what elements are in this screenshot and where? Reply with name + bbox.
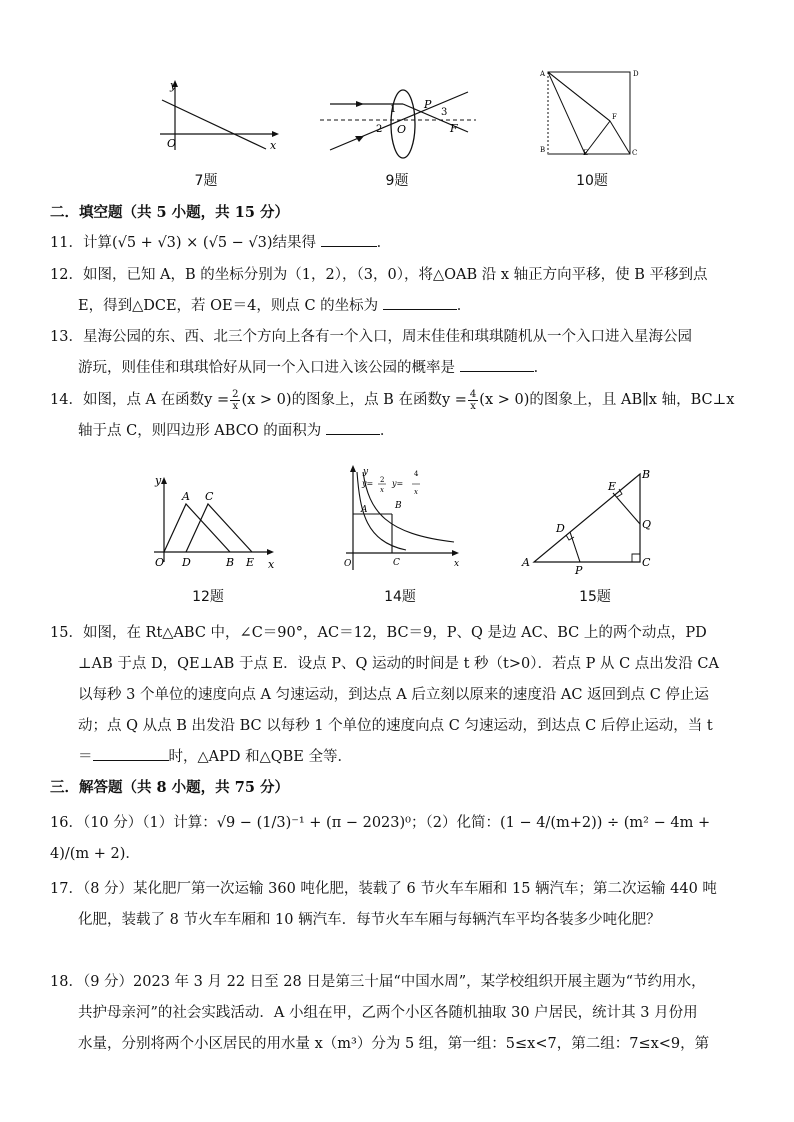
point-F-label: F [612, 113, 617, 121]
segment-PD [570, 532, 580, 562]
point-E-label: E [583, 149, 589, 156]
point-D-label: D [556, 522, 565, 535]
section-2-title: 二．填空题（共 5 小题，共 15 分） [50, 204, 289, 221]
q14-text-c: 的图象上，且 AB∥x 轴，BC⊥x [529, 392, 735, 408]
x-label: x [270, 139, 277, 152]
section-3-title: 三．解答题（共 8 小题，共 75 分） [50, 779, 289, 796]
q14-blank[interactable] [326, 418, 380, 435]
right-angle-C [632, 554, 640, 562]
caption-12: 12题 [192, 589, 224, 605]
refracted-ray-1 [403, 104, 468, 132]
point-F-label: F [450, 122, 458, 135]
q15-line5-b: 时，△APD 和△QBE 全等． [168, 749, 353, 765]
figure-10 [538, 64, 642, 156]
point-C-label: C [642, 556, 651, 569]
x-axis-arrow [272, 131, 279, 137]
triangle-ABC [534, 474, 640, 562]
q11-blank[interactable] [321, 230, 377, 247]
origin-label: O [167, 137, 177, 150]
point-B-label: B [395, 501, 402, 511]
question-14 [50, 385, 750, 447]
point-P-label: P [424, 98, 432, 111]
figure-15 [518, 464, 658, 574]
segment-EF [585, 121, 610, 154]
q13-line1: 星海公园的东、西、北三个方向上各有一个入口，周末佳佳和琪琪随机从一个入口进入星海公园 [82, 329, 692, 345]
figure-12 [140, 474, 280, 574]
q13-end: ． [533, 360, 549, 376]
point-Q-label: Q [642, 518, 652, 531]
angle-1-label: 1 [390, 104, 397, 115]
point-A-label: A [522, 556, 530, 569]
q15-line2: ⊥AB 于点 D，QE⊥AB 于点 E．设点 P、Q 运动的时间是 t 秒（t>0）．若点 P 从 C 点出发沿 CA [78, 656, 719, 672]
ray-2 [330, 92, 468, 150]
q15-number: 15． [50, 625, 83, 641]
point-C-label: C [393, 558, 400, 568]
point-A-label: A [361, 505, 368, 515]
arrow-1 [356, 101, 364, 107]
q13-line2: 游玩，则佳佳和琪琪恰好从同一个入口进入该公园的概率是 [78, 360, 455, 376]
q16-number: 16． [50, 815, 83, 831]
q12-line1: 如图，已知 A，B 的坐标分别为（1，2），（3，0），将△OAB 沿 x 轴正方向平移，使 B 平移到点 [82, 267, 708, 283]
q14-end: ． [379, 423, 395, 439]
eq1-lhs: y= [362, 479, 374, 488]
q15-blank[interactable] [93, 744, 169, 761]
q13-blank[interactable] [460, 355, 534, 372]
point-O-label: O [397, 123, 407, 136]
segment-QE [613, 493, 640, 524]
point-C-label: C [205, 490, 214, 503]
point-O-label: O [155, 556, 165, 569]
point-D-label: D [633, 70, 639, 78]
eq1-den: x [380, 486, 384, 494]
eq2-lhs: y= [392, 479, 404, 488]
q15-line5-a: ＝ [78, 749, 93, 765]
point-E-label: E [608, 480, 617, 493]
q12-end: ． [456, 298, 472, 314]
square-ABCD [548, 72, 630, 154]
point-B-label: B [226, 556, 235, 569]
caption-7: 7题 [194, 173, 218, 189]
q15-line4: 动；点 Q 从点 B 出发沿 BC 以每秒 1 个单位的速度向点 C 匀速运动，到达点 C 后停止运动，当 t [78, 718, 713, 734]
point-B-label: B [540, 146, 546, 154]
eq2-num: 4 [414, 470, 419, 478]
q14-fraction-2: $\frac{4}{x}$ [469, 388, 477, 412]
question-16 [50, 808, 750, 870]
eq2-den: x [414, 488, 418, 496]
q18-number: 18． [50, 974, 83, 990]
q18-line2: 共护母亲河”的社会实践活动．A 小组在甲，乙两个小区各随机抽取 30 户居民，统计其 3 月份用 [78, 1005, 698, 1021]
point-E-label: E [246, 556, 255, 569]
figure-7 [150, 78, 290, 158]
y-label: y [155, 474, 162, 487]
figure-9 [318, 86, 478, 160]
triangle-DCE [186, 504, 252, 552]
point-D-label: D [182, 556, 191, 569]
q12-blank[interactable] [383, 293, 457, 310]
q14-f2-lhs: y = [441, 392, 467, 408]
q13-number: 13． [50, 329, 83, 345]
angle-3-label: 3 [441, 107, 448, 118]
x-label: x [454, 559, 460, 569]
point-A-label: A [182, 490, 190, 503]
q14-f2-domain: (x > 0) [479, 392, 530, 408]
question-17 [50, 874, 750, 936]
point-O-label: O [344, 559, 352, 569]
q17-line1: （8 分）某化肥厂第一次运输 360 吨化肥，装载了 6 节火车车厢和 15 辆汽车；第二次运输 440 吨 [82, 881, 717, 897]
angle-2-label: 2 [376, 124, 383, 135]
point-B-label: B [642, 468, 651, 481]
segment-AE [548, 72, 585, 154]
question-12 [50, 260, 750, 322]
q11-end: ． [376, 235, 392, 251]
q12-line2: E，得到△DCE，若 OE＝4，则点 C 的坐标为 [78, 298, 379, 314]
q14-line2: 轴于点 C，则四边形 ABCO 的面积为 [78, 423, 322, 439]
q14-f1-domain: (x > 0) [241, 392, 292, 408]
point-A-label: A [540, 70, 546, 78]
q16-text: （10 分）（1）计算：√9 − (1/3)⁻¹ + (π − 2023)⁰；（2）化简：(1 − 4/(m+2)) ÷ (m² − 4m + 4)/(m + 2)． [50, 815, 711, 862]
q11-number: 11． [50, 235, 83, 251]
q14-text-a: 如图，点 A 在函数 [82, 392, 205, 408]
caption-15: 15题 [579, 589, 611, 605]
q11-text: 计算(√5 + √3) × (√5 − √3)结果得 [82, 235, 317, 251]
q14-fraction-1: $\frac{2}{x}$ [232, 388, 239, 412]
y-label: y [363, 467, 369, 477]
caption-9: 9题 [385, 173, 409, 189]
question-15 [50, 618, 750, 773]
caption-10: 10题 [576, 173, 608, 189]
point-C-label: C [632, 149, 638, 156]
q17-line2: 化肥，装载了 8 节火车车厢和 10 辆汽车．每节火车车厢与每辆汽车平均各装多少吨化肥？ [78, 912, 661, 928]
q18-line1: （9 分）2023 年 3 月 22 日至 28 日是第三十届“中国水周”，某学校组织开展主题为“节约用水， [82, 974, 706, 990]
x-label: x [268, 558, 275, 571]
eq1-num: 2 [380, 476, 385, 484]
point-P-label: P [575, 564, 583, 574]
segment-FC [610, 121, 630, 154]
line-graph [162, 100, 266, 149]
q14-number: 14． [50, 392, 83, 408]
question-18 [50, 967, 750, 1060]
caption-14: 14题 [384, 589, 416, 605]
q15-line3: 以每秒 3 个单位的速度向点 A 匀速运动，到达点 A 后立刻以原来的速度沿 AC 返回到点 C 停止运 [78, 687, 709, 703]
q14-f1-lhs: y = [204, 392, 230, 408]
curve-y-4-over-x [363, 472, 454, 542]
q12-number: 12． [50, 267, 83, 283]
question-11 [50, 228, 750, 259]
y-label: y [170, 79, 177, 92]
q17-number: 17． [50, 881, 83, 897]
q14-text-b: 的图象上，点 B 在函数 [291, 392, 442, 408]
q15-line1: 如图，在 Rt△ABC 中，∠C＝90°，AC＝12，BC＝9，P、Q 是边 AC、BC 上的两个动点，PD [82, 625, 707, 641]
question-13 [50, 322, 750, 384]
figure-14 [336, 462, 462, 576]
q18-line3: 水量，分别将两个小区居民的用水量 x（m³）分为 5 组，第一组：5≤x<7，第二组：7≤x<9，第 [78, 1036, 710, 1052]
